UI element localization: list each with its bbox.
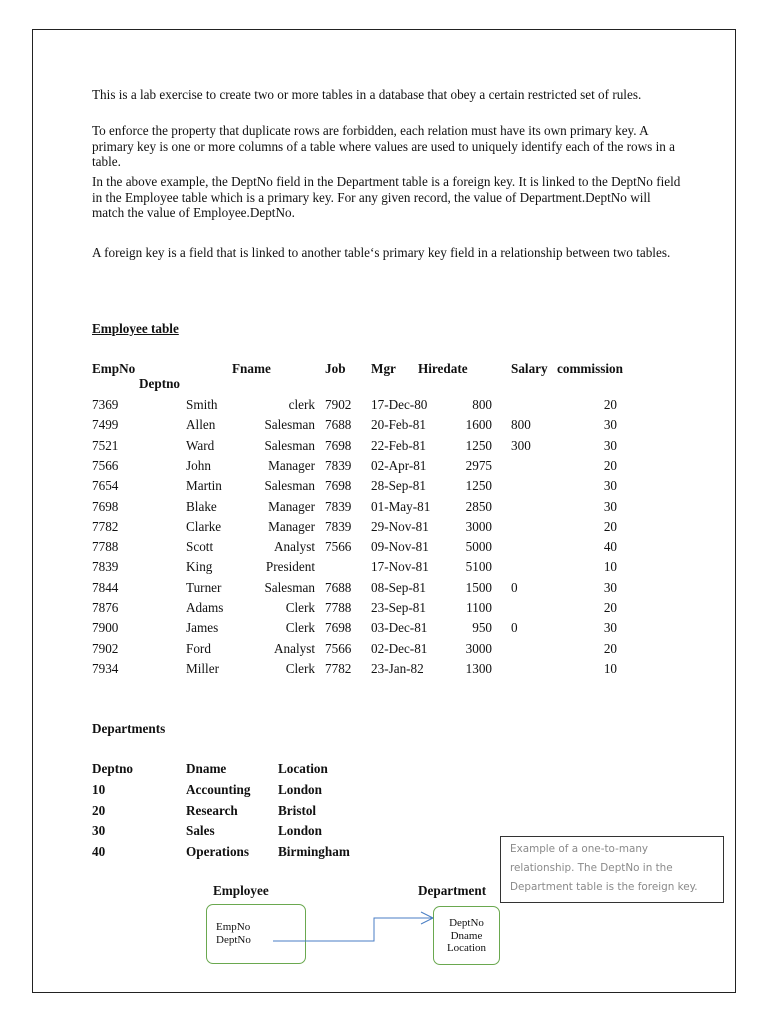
cell-deptno: 20 xyxy=(603,457,617,473)
cell-job: President xyxy=(265,559,315,575)
dept-header-dname: Dname xyxy=(186,761,227,776)
cell-deptno: 40 xyxy=(603,539,617,555)
cell-deptno: 30 xyxy=(603,498,617,514)
cell-fname: Martin xyxy=(186,478,222,494)
cell-fname: Scott xyxy=(186,539,214,555)
cell-empno: 7698 xyxy=(92,498,119,514)
cell-mgr: 7688 xyxy=(325,579,352,595)
cell-job: Salesman xyxy=(264,579,315,595)
cell-job: clerk xyxy=(288,397,315,412)
cell-fname: John xyxy=(186,457,211,473)
cell-deptno: 20 xyxy=(603,600,617,615)
cell-empno: 7654 xyxy=(92,478,119,494)
cell-hiredate: 01-May-81 xyxy=(371,498,431,514)
employee-table-title: Employee table xyxy=(92,321,179,336)
header-hiredate: Hiredate xyxy=(418,361,468,376)
cell-job: Analyst xyxy=(273,640,315,656)
cell-empno: 7902 xyxy=(92,640,119,656)
cell-salary: 1500 xyxy=(465,579,492,595)
employee-field-deptno: DeptNo xyxy=(216,933,251,946)
cell-salary: 1600 xyxy=(465,417,492,433)
cell-mgr: 7698 xyxy=(325,437,352,453)
cell-mgr: 7698 xyxy=(325,478,352,494)
cell-mgr: 7839 xyxy=(325,457,352,473)
cell-hiredate: 20-Feb-81 xyxy=(371,417,426,433)
cell-job: Clerk xyxy=(285,600,315,615)
cell-deptno: 20 xyxy=(603,640,617,656)
cell-deptno: 30 xyxy=(603,620,617,636)
dept-header-location: Location xyxy=(278,761,328,776)
cell-mgr: 7688 xyxy=(325,417,352,433)
dept-cell-dname: Operations xyxy=(186,843,250,859)
cell-salary: 5100 xyxy=(465,559,492,575)
cell-mgr: 7566 xyxy=(325,539,352,555)
cell-salary: 950 xyxy=(472,620,492,636)
cell-salary: 2850 xyxy=(465,498,492,514)
cell-empno: 7499 xyxy=(92,417,119,433)
cell-empno: 7566 xyxy=(92,457,119,473)
cell-job: Salesman xyxy=(264,417,315,433)
cell-job: Clerk xyxy=(285,660,315,676)
cell-commission: 300 xyxy=(511,437,531,453)
cell-hiredate: 02-Apr-81 xyxy=(371,457,427,473)
cell-empno: 7521 xyxy=(92,437,119,453)
diagram-department-label: Department xyxy=(418,883,487,898)
cell-hiredate: 23-Jan-82 xyxy=(371,660,424,676)
cell-salary: 3000 xyxy=(465,640,492,656)
dept-cell-dname: Sales xyxy=(186,823,215,838)
employee-field-empno: EmpNo xyxy=(216,921,251,933)
cell-salary: 800 xyxy=(472,397,492,412)
cell-hiredate: 03-Dec-81 xyxy=(371,620,428,636)
cell-fname: Clarke xyxy=(186,518,222,534)
connector-line xyxy=(273,918,433,941)
cell-salary: 3000 xyxy=(465,518,492,534)
cell-mgr: 7566 xyxy=(325,640,352,656)
cell-salary: 1250 xyxy=(465,478,492,494)
intro-paragraph-3: In the above example, the DeptNo field in the Department table is a foreign key. It is linked to the DeptNo field in the Employee table which is a primary key. For any given record, the value of Department.DeptNo will match the value of Employee.DeptNo. xyxy=(92,174,681,220)
departments-title: Departments xyxy=(92,721,166,736)
dept-cell-location: London xyxy=(278,823,322,838)
cell-hiredate: 28-Sep-81 xyxy=(371,478,426,494)
header-deptno: Deptno xyxy=(139,376,181,391)
cell-salary: 5000 xyxy=(465,539,492,555)
cell-commission: 800 xyxy=(511,417,531,433)
cell-hiredate: 08-Sep-81 xyxy=(371,579,426,595)
cell-fname: Allen xyxy=(186,417,216,433)
cell-empno: 7934 xyxy=(92,660,119,676)
cell-hiredate: 09-Nov-81 xyxy=(371,539,429,555)
header-empno: EmpNo xyxy=(92,361,136,376)
department-field-deptno: DeptNo xyxy=(449,917,484,929)
cell-empno: 7782 xyxy=(92,518,119,534)
dept-cell-deptno: 30 xyxy=(92,823,106,838)
cell-salary: 1250 xyxy=(465,437,492,453)
cell-job: Salesman xyxy=(264,437,315,453)
cell-deptno: 20 xyxy=(603,397,617,412)
cell-salary: 2975 xyxy=(465,457,492,473)
cell-empno: 7788 xyxy=(92,539,119,555)
cell-fname: Turner xyxy=(186,579,222,595)
cell-fname: Adams xyxy=(186,600,224,615)
cell-deptno: 10 xyxy=(603,559,617,575)
cell-job: Manager xyxy=(268,518,315,534)
dept-cell-location: Bristol xyxy=(278,802,317,818)
cell-salary: 1100 xyxy=(466,600,492,615)
cell-hiredate: 22-Feb-81 xyxy=(371,437,426,453)
cell-mgr: 7902 xyxy=(325,397,352,412)
dept-cell-dname: Research xyxy=(186,802,238,818)
dept-cell-location: London xyxy=(278,782,322,797)
cell-fname: Miller xyxy=(186,660,219,676)
cell-empno: 7844 xyxy=(92,579,119,595)
header-fname: Fname xyxy=(232,361,271,376)
intro-paragraph-1: This is a lab exercise to create two or more tables in a database that obey a certain restricted set of rules. xyxy=(92,87,642,102)
cell-fname: King xyxy=(186,559,213,575)
intro-paragraph-2: To enforce the property that duplicate rows are forbidden, each relation must have its own primary key. A primary key is one or more columns of a table where values are used to uniquely identify each of the rows in a table. xyxy=(92,123,675,169)
department-field-dname: Dname xyxy=(450,929,483,942)
cell-hiredate: 23-Sep-81 xyxy=(371,600,426,615)
cell-job: Salesman xyxy=(264,478,315,494)
cell-empno: 7369 xyxy=(92,397,119,412)
cell-deptno: 10 xyxy=(603,660,617,676)
crows-foot-upper xyxy=(421,912,433,918)
cell-empno: 7876 xyxy=(92,600,119,615)
cell-fname: Smith xyxy=(186,397,218,412)
cell-deptno: 30 xyxy=(603,579,617,595)
crows-foot-lower xyxy=(421,918,433,924)
cell-empno: 7900 xyxy=(92,620,119,636)
cell-deptno: 20 xyxy=(603,518,617,534)
cell-empno: 7839 xyxy=(92,559,119,575)
cell-mgr: 7839 xyxy=(325,498,352,514)
cell-job: Manager xyxy=(268,498,315,514)
cell-hiredate: 02-Dec-81 xyxy=(371,640,428,656)
department-field-location: Location xyxy=(446,942,487,954)
intro-paragraph-4: A foreign key is a field that is linked to another table‘s primary key field in a relationship between two tables. xyxy=(92,245,671,260)
dept-cell-deptno: 20 xyxy=(92,802,106,818)
cell-job: Clerk xyxy=(285,620,315,636)
cell-mgr: 7698 xyxy=(325,620,352,636)
header-mgr: Mgr xyxy=(371,361,396,376)
cell-fname: James xyxy=(186,620,219,636)
cell-commission: 0 xyxy=(511,620,518,636)
header-salary: Salary xyxy=(511,361,548,376)
dept-header-deptno: Deptno xyxy=(92,761,134,776)
cell-deptno: 30 xyxy=(603,478,617,494)
cell-hiredate: 17-Nov-81 xyxy=(371,559,429,575)
cell-mgr: 7839 xyxy=(325,518,352,534)
cell-job: Manager xyxy=(268,457,315,473)
cell-fname: Blake xyxy=(186,498,217,514)
cell-deptno: 30 xyxy=(603,417,617,433)
header-job: Job xyxy=(325,361,346,376)
cell-fname: Ward xyxy=(186,437,215,453)
cell-mgr: 7788 xyxy=(325,600,352,615)
dept-cell-location: Birmingham xyxy=(278,843,350,859)
cell-job: Analyst xyxy=(273,539,315,555)
relationship-note: Example of a one-to-many relationship. The DeptNo in the Department table is the foreign key. xyxy=(500,836,724,903)
dept-cell-deptno: 40 xyxy=(92,843,106,859)
cell-hiredate: 17-Dec-80 xyxy=(371,397,428,412)
cell-fname: Ford xyxy=(186,640,211,656)
diagram-employee-label: Employee xyxy=(213,883,269,898)
cell-commission: 0 xyxy=(511,579,518,595)
cell-deptno: 30 xyxy=(603,437,617,453)
dept-cell-dname: Accounting xyxy=(186,782,251,797)
header-commission: commission xyxy=(557,361,623,376)
cell-hiredate: 29-Nov-81 xyxy=(371,518,429,534)
cell-mgr: 7782 xyxy=(325,660,352,676)
cell-salary: 1300 xyxy=(465,660,492,676)
dept-cell-deptno: 10 xyxy=(92,782,106,797)
